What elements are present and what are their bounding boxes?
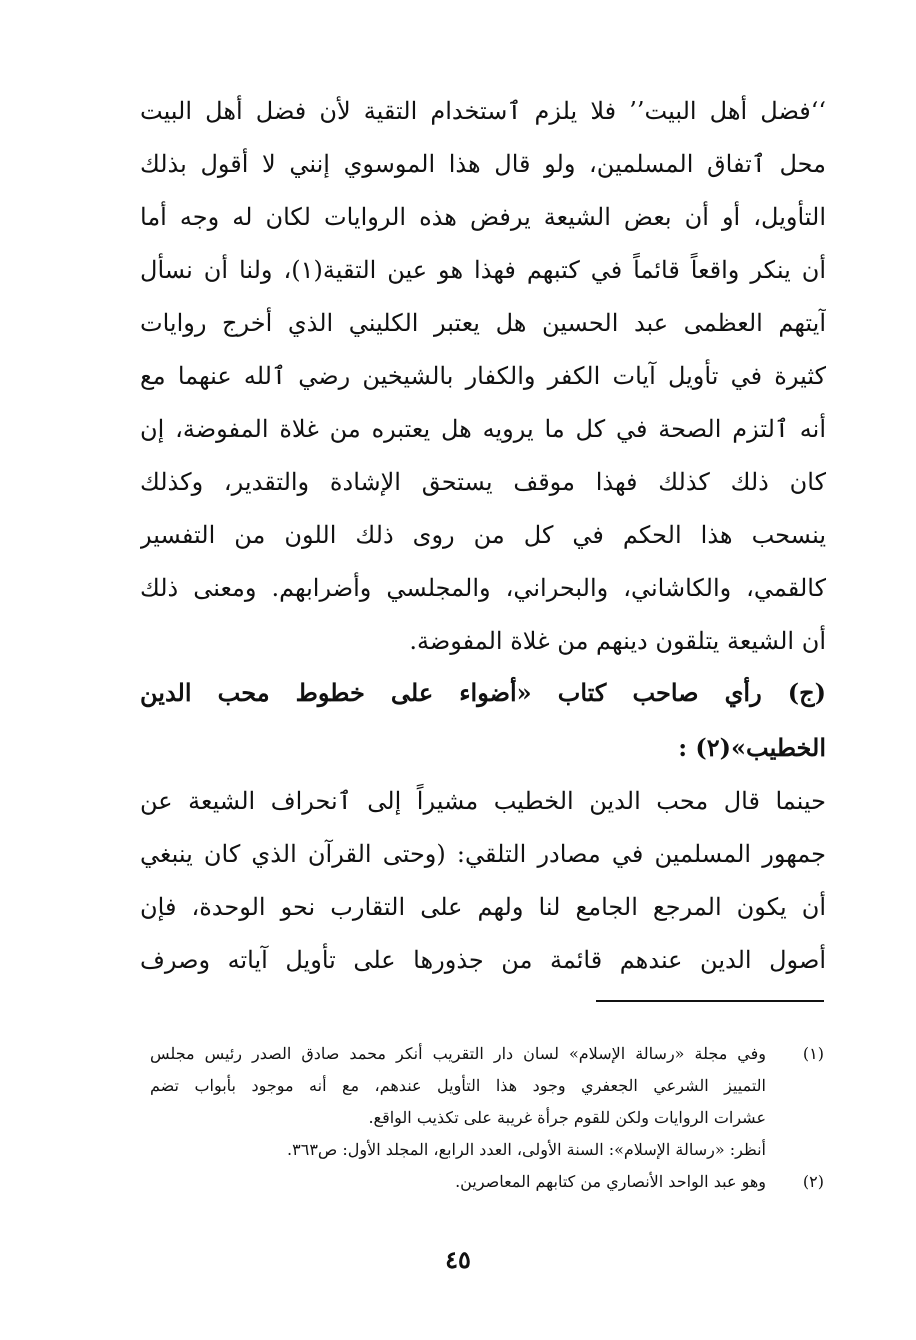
footnote-separator	[596, 1000, 824, 1002]
paragraph-line: أنه ٱلتزم الصحة في كل ما يرويه هل يعتبره من غلاة المفوضة، إن	[140, 415, 826, 443]
paragraph-line: أن الشيعة يتلقون دينهم من غلاة المفوضة.	[409, 627, 826, 655]
paragraph-line: كالقمي، والكاشاني، والبحراني، والمجلسي وأضرابهم. ومعنى ذلك	[140, 574, 826, 602]
paragraph-line: محل ٱتفاق المسلمين، ولو قال هذا الموسوي إنني لا أقول بذلك	[140, 150, 826, 178]
footnote-2	[150, 1166, 824, 1198]
paragraph-line: أن يكون المرجع الجامع لنا ولهم على التقارب نحو الوحدة، فإن	[140, 893, 826, 921]
page-number: ٤٥	[445, 1245, 471, 1274]
section-heading-line-2: الخطيب»(٢) :	[678, 733, 826, 762]
paragraph-line: حينما قال محب الدين الخطيب مشيراً إلى ٱنحراف الشيعة عن	[140, 787, 826, 815]
section-heading-line-1: (ج) رأي صاحب كتاب «أضواء على خطوط محب الدين	[140, 678, 826, 707]
paragraph-1	[140, 85, 826, 668]
paragraph-2	[140, 775, 826, 987]
paragraph-line: كان ذلك كذلك فهذا موقف يستحق الإشادة والتقدير، وكذلك	[140, 468, 826, 496]
paragraph-line: ‘‘فضل أهل البيت’’ فلا يلزم ٱستخدام التقية لأن فضل أهل البيت	[140, 97, 826, 125]
paragraph-line: أصول الدين عندهم قائمة من جذورها على تأويل آياته وصرف	[140, 946, 826, 974]
paragraph-line: كثيرة في تأويل آيات الكفر والكفار بالشيخين رضي ٱلله عنهما مع	[140, 362, 826, 390]
paragraph-line: جمهور المسلمين في مصادر التلقي: (وحتى القرآن الذي كان ينبغي	[140, 840, 826, 868]
footnotes	[150, 1038, 824, 1198]
footnote-line: التمييز الشرعي الجعفري وجود هذا التأويل عندهم، مع أنه موجود بأبواب تضم	[150, 1076, 766, 1095]
footnote-number: (٢)	[802, 1172, 824, 1191]
paragraph-line: ينسحب هذا الحكم في كل من روى ذلك اللون من التفسير	[140, 521, 826, 549]
paragraph-line: أن ينكر واقعاً قائماً في كتبهم فهذا هو عين التقية(١)، ولنا أن نسأل	[140, 256, 826, 284]
section-heading	[140, 665, 826, 775]
footnote-line: أنظر: «رسالة الإسلام»: السنة الأولى، العدد الرابع، المجلد الأول: ص٣٦٣.	[287, 1140, 766, 1159]
footnote-1	[150, 1038, 824, 1166]
footnote-line: وهو عبد الواحد الأنصاري من كتابهم المعاصرين.	[455, 1172, 766, 1191]
paragraph-line: التأويل، أو أن بعض الشيعة يرفض هذه الروايات لكان له وجه أما	[140, 203, 826, 231]
paragraph-line: آيتهم العظمى عبد الحسين هل يعتبر الكليني الذي أخرج روايات	[140, 309, 826, 337]
footnote-line: عشرات الروايات ولكن للقوم جرأة غريبة على تكذيب الواقع.	[368, 1108, 766, 1127]
footnote-line: وفي مجلة «رسالة الإسلام» لسان دار التقريب أنكر محمد صادق الصدر رئيس مجلس	[150, 1044, 766, 1063]
footnote-number: (١)	[802, 1044, 824, 1063]
